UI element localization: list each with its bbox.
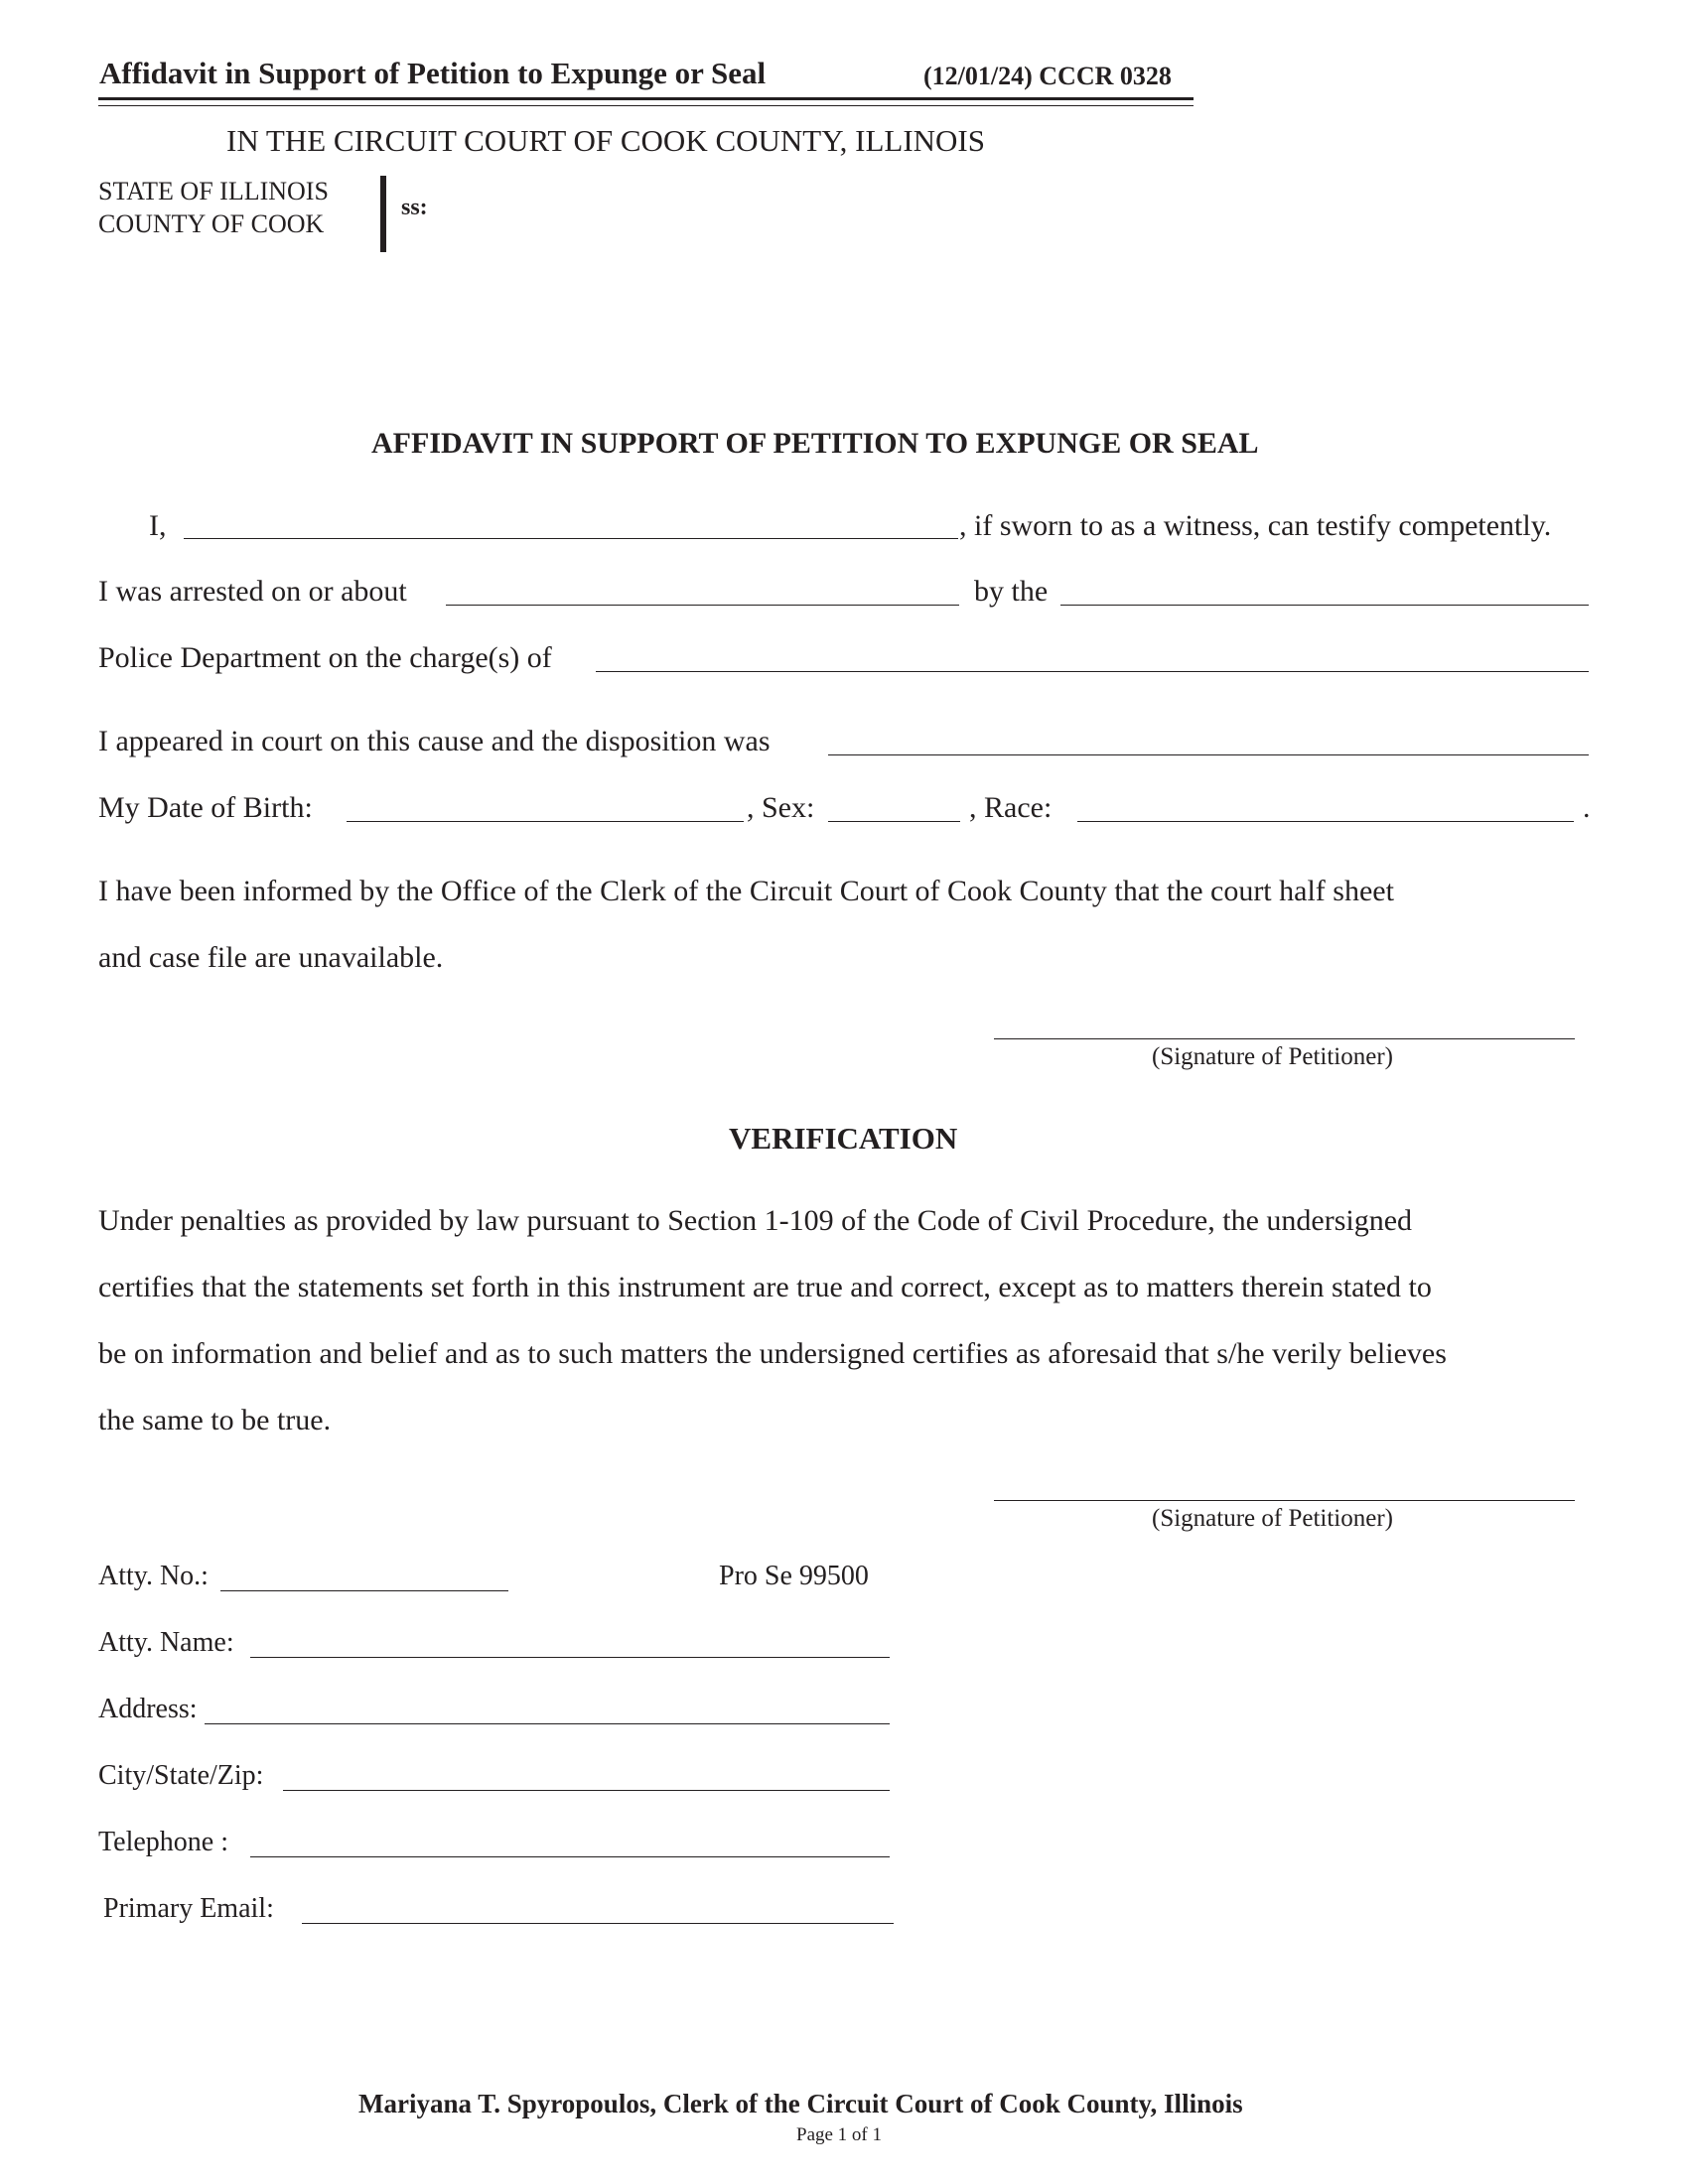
court-name: IN THE CIRCUIT COURT OF COOK COUNTY, ILLINOIS: [226, 123, 985, 158]
email-label: Primary Email:: [103, 1893, 274, 1924]
disposition-blank[interactable]: [828, 754, 1589, 755]
signature-label: (Signature of Petitioner): [1152, 1043, 1393, 1070]
city-state-zip-label: City/State/Zip:: [98, 1760, 264, 1791]
atty-name-label: Atty. Name:: [98, 1627, 234, 1658]
atty-no-blank[interactable]: [220, 1590, 508, 1591]
informed-line-2: and case file are unavailable.: [98, 941, 444, 974]
charges-label: Police Department on the charge(s) of: [98, 641, 552, 674]
telephone-label: Telephone :: [98, 1827, 228, 1857]
by-the-label: by the: [974, 575, 1049, 608]
arrest-label: I was arrested on or about: [98, 575, 407, 608]
page-number: Page 1 of 1: [796, 2124, 883, 2145]
line1-prefix: I,: [149, 509, 167, 542]
verification-title: VERIFICATION: [729, 1121, 958, 1156]
state-label: STATE OF ILLINOIS: [98, 177, 329, 205]
city-state-zip-blank[interactable]: [283, 1790, 890, 1791]
county-label: COUNTY OF COOK: [98, 209, 325, 238]
footer-clerk: Mariyana T. Spyropoulos, Clerk of the Circuit Court of Cook County, Illinois: [358, 2089, 1243, 2118]
form-code: (12/01/24) CCCR 0328: [923, 62, 1172, 90]
atty-no-label: Atty. No.:: [98, 1561, 209, 1591]
dob-label: My Date of Birth:: [98, 791, 313, 824]
telephone-blank[interactable]: [250, 1856, 890, 1857]
affidavit-title: AFFIDAVIT IN SUPPORT OF PETITION TO EXPUNGE OR SEAL: [371, 427, 1259, 460]
signature-line[interactable]: [994, 1500, 1575, 1501]
sex-label: , Sex:: [747, 791, 815, 824]
sex-blank[interactable]: [828, 821, 960, 822]
form-title: Affidavit in Support of Petition to Expunge or Seal: [99, 56, 767, 90]
atty-name-blank[interactable]: [250, 1657, 890, 1658]
verification-line-1: Under penalties as provided by law pursuant to Section 1-109 of the Code of Civil Procedure, the undersigned: [98, 1204, 1413, 1237]
ss-label: ss:: [401, 195, 428, 220]
arrest-date-blank[interactable]: [446, 605, 959, 606]
verification-line-2: certifies that the statements set forth in this instrument are true and correct, except as to matters therein stated to: [98, 1271, 1432, 1303]
verification-line-4: the same to be true.: [98, 1404, 332, 1436]
verification-line-3: be on information and belief and as to such matters the undersigned certifies as aforesaid that s/he verily believes: [98, 1337, 1447, 1370]
race-label: , Race:: [969, 791, 1053, 824]
affiant-name-blank[interactable]: [184, 538, 958, 539]
race-blank[interactable]: [1077, 821, 1574, 822]
ss-bracket: [380, 176, 386, 252]
header-rule-thin: [98, 105, 1194, 106]
email-blank[interactable]: [302, 1923, 894, 1924]
dob-blank[interactable]: [347, 821, 744, 822]
charges-blank[interactable]: [596, 671, 1589, 672]
signature-label: (Signature of Petitioner): [1152, 1505, 1393, 1532]
address-blank[interactable]: [205, 1723, 890, 1724]
line1-suffix: , if sworn to as a witness, can testify competently.: [959, 509, 1552, 542]
informed-line-1: I have been informed by the Office of the Clerk of the Circuit Court of Cook County that the court half sheet: [98, 875, 1394, 907]
race-end: .: [1583, 791, 1591, 824]
address-label: Address:: [98, 1694, 198, 1724]
police-agency-blank[interactable]: [1060, 605, 1589, 606]
signature-line[interactable]: [994, 1038, 1575, 1039]
pro-se-code: Pro Se 99500: [719, 1561, 869, 1591]
header-rule: [98, 97, 1194, 100]
disposition-label: I appeared in court on this cause and the disposition was: [98, 725, 771, 757]
